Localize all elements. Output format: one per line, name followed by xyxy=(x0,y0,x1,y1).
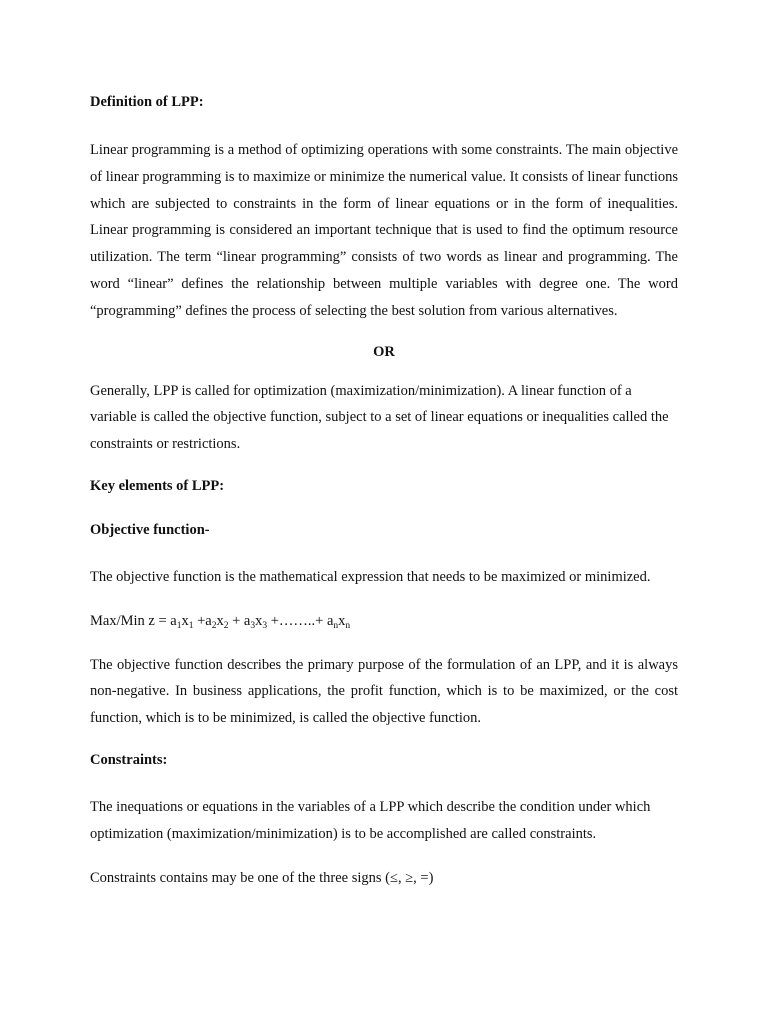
document-page xyxy=(90,92,678,891)
objective-formula: Max/Min $z = a_1x_1 +a_2x_2 + a_3x_3$ +……..+ $a_nx_n$ xyxy=(90,612,351,631)
objective-function-heading: Objective function- xyxy=(90,521,210,538)
definition-paragraph: Linear programming is a method of optimizing operations with some constraints. The main objective of linear programming is to maximize or minimize the numerical value. It consists of linear functions which are subjected to constraints in the form of linear equations or in the form of inequalities. Linear programming is considered an important technique that is used to find the optimum resource utilization. The term “linear programming” consists of two words as linear and programming. The word “linear” defines the relationship between multiple variables with degree one. The word “programming” defines the process of selecting the best solution from various alternatives. xyxy=(90,142,678,319)
key-elements-heading: Key elements of LPP: xyxy=(90,477,225,494)
objective-intro: The objective function is the mathematical expression that needs to be maximized or minimized. xyxy=(90,568,651,585)
constraints-paragraph: The inequations or equations in the variables of a LPP which describe the condition under which optimization (maximization/minimization) is to be accomplished are called constraints. xyxy=(90,798,651,842)
definition-heading: Definition of LPP: xyxy=(90,94,204,110)
or-separator: OR xyxy=(373,343,395,360)
constraints-heading: Constraints: xyxy=(90,751,168,768)
objective-description: The objective function describes the primary purpose of the formulation of an LPP, and it is always non-negative. In business applications, the profit function, which is to be maximized, or the cost function, which is to be minimized, is called the objective function. xyxy=(90,656,678,727)
general-paragraph: Generally, LPP is called for optimization (maximization/minimization). A linear function of a variable is called the objective function, subject to a set of linear equations or inequalities called the constraints or restrictions. xyxy=(90,382,669,453)
constraints-signs: Constraints contains may be one of the three signs (≤, ≥, =) xyxy=(90,869,434,886)
